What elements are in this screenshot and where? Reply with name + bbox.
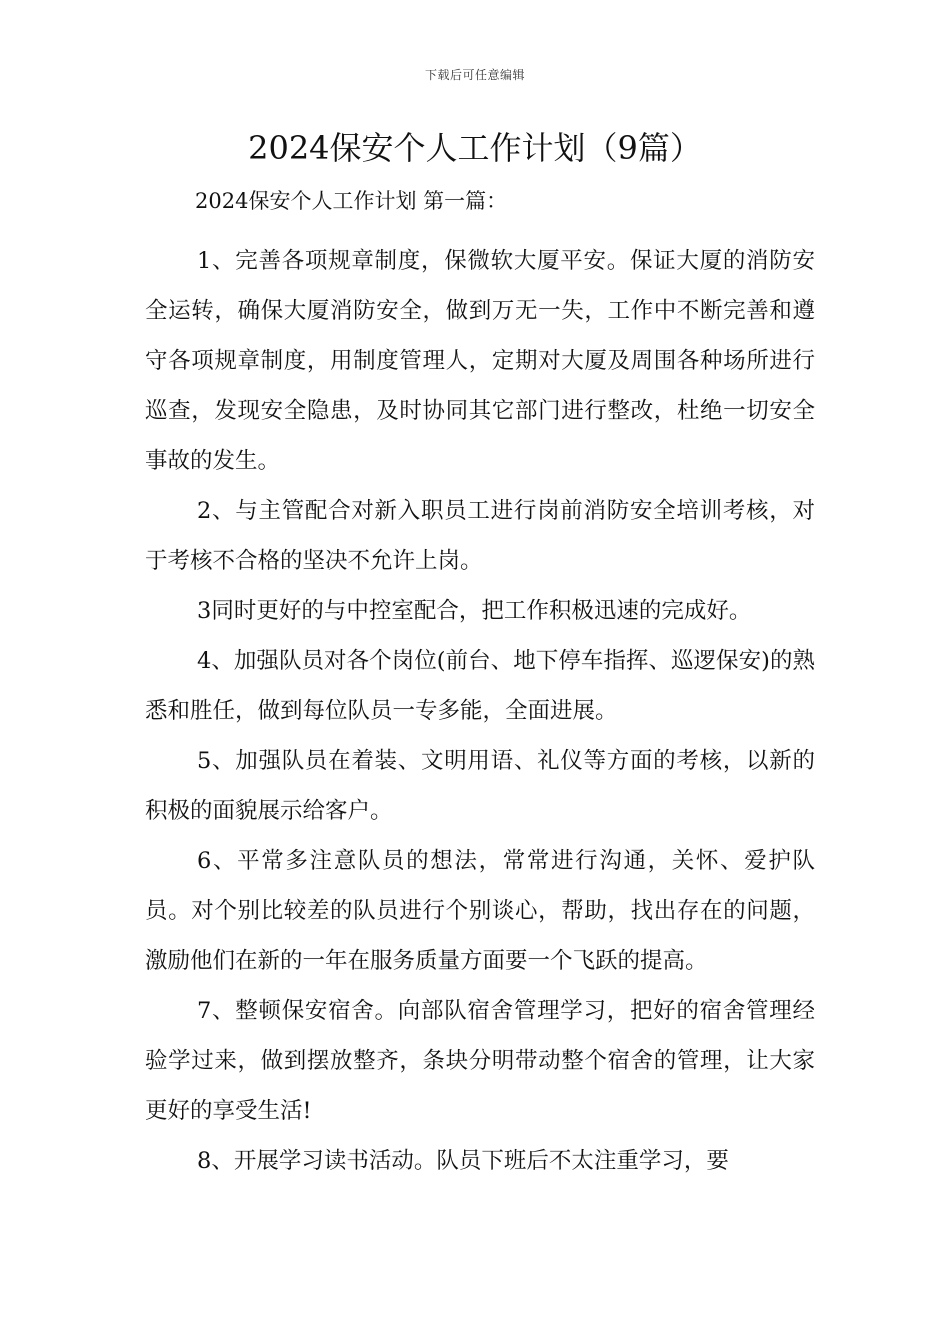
header-note: 下载后可任意编辑: [424, 68, 525, 82]
paragraph-1: 1、完善各项规章制度，保微软大厦平安。保证大厦的消防安全运转，确保大厦消防安全，做到万无一失，工作中不断完善和遵守各项规章制度，用制度管理人，定期对大厦及周围各种场所进行巡查，发现安全隐患，及时协同其它部门进行整改，杜绝一切安全事故的发生。: [145, 248, 815, 474]
paragraph-6: 6、平常多注意队员的想法，常常进行沟通，关怀、爱护队员。对个别比较差的队员进行个别谈心，帮助，找出存在的问题，激励他们在新的一年在服务质量方面要一个飞跃的提高。: [145, 848, 815, 974]
paragraph-8: 8、开展学习读书活动。队员下班后不太注重学习，要: [197, 1148, 729, 1174]
paragraph-2: 2、与主管配合对新入职员工进行岗前消防安全培训考核，对于考核不合格的坚决不允许上岗。: [145, 498, 815, 574]
paragraph-7: 7、整顿保安宿舍。向部队宿舍管理学习，把好的宿舍管理经验学过来，做到摆放整齐，条块分明带动整个宿舍的管理，让大家更好的享受生活!: [145, 998, 815, 1124]
document-subtitle: 2024保安个人工作计划 第一篇：: [195, 189, 508, 213]
paragraph-5: 5、加强队员在着装、文明用语、礼仪等方面的考核，以新的积极的面貌展示给客户。: [145, 748, 815, 824]
document-body: [145, 182, 815, 1186]
paragraph-3: 3同时更好的与中控室配合，把工作积极迅速的完成好。: [197, 598, 752, 624]
document-title: 2024保安个人工作计划（9篇）: [248, 129, 702, 167]
paragraph-4: 4、加强队员对各个岗位(前台、地下停车指挥、巡逻保安)的熟悉和胜任，做到每位队员一专多能，全面进展。: [145, 648, 815, 724]
